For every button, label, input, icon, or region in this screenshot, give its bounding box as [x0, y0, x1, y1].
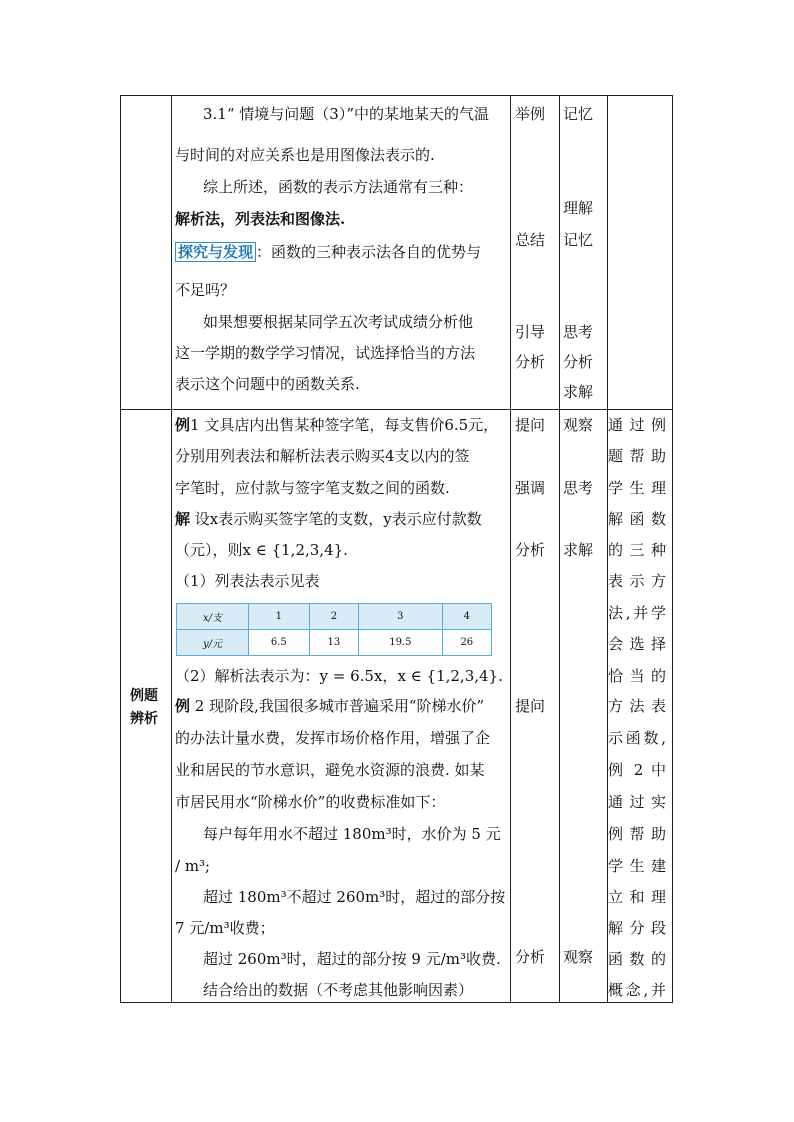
- ex-line: （2）解析法表示为：y = 6.5x，x ∈ {1,2,3,4}.: [175, 667, 503, 685]
- ex-line: 业和居民的节水意识，避免水资源的浪费. 如某: [175, 761, 485, 779]
- student-act: 记忆: [563, 231, 594, 249]
- top-line-7: 如果想要根据某同学五次考试成绩分析他: [203, 313, 474, 331]
- table-cell: 4: [442, 604, 491, 630]
- goal-line: 概念,并: [608, 981, 666, 999]
- ex-line: 超过 180m³不超过 260m³时，超过的部分按: [203, 888, 506, 906]
- goal-line: 通过例: [608, 416, 666, 434]
- top-line-2: 与时间的对应关系也是用图像法表示的.: [175, 146, 435, 164]
- goal-line: 通过实: [608, 793, 666, 811]
- teacher-act: 分析: [515, 948, 546, 966]
- goal-line: 立和理: [608, 888, 666, 906]
- student-act: 求解: [563, 541, 594, 559]
- table-cell: 13: [309, 630, 358, 656]
- top-line-1: 3.1“ 情境与问题（3）”中的某地某天的气温: [203, 105, 490, 123]
- ex-line: 超过 260m³时，超过的部分按 9 元/m³收费.: [203, 950, 501, 968]
- table-cell: x/支: [177, 604, 249, 630]
- ex-line: 分别用列表法和解析法表示购买4支以内的签: [175, 447, 470, 465]
- goal-line: 学生建: [608, 857, 666, 875]
- top-line-9: 表示这个问题中的函数关系.: [175, 375, 360, 393]
- top-line-6: 不足吗？: [175, 281, 236, 299]
- goal-line: 的三种: [608, 541, 666, 559]
- section-label: 例题: [130, 688, 158, 704]
- ex-line: 例1 文具店内出售某种签字笔，每支售价6.5元，: [175, 416, 499, 434]
- ex-line: 例 2 现阶段,我国很多城市普遍采用“阶梯水价”: [175, 697, 485, 715]
- table-cell: 19.5: [359, 630, 443, 656]
- teacher-act: 分析: [515, 353, 546, 371]
- goal-line: 解分段: [608, 919, 666, 937]
- ex-line: / m³;: [175, 857, 211, 875]
- table-cell: 2: [309, 604, 358, 630]
- teacher-act: 强调: [515, 479, 546, 497]
- table-cell: 6.5: [248, 630, 309, 656]
- student-act: 理解: [563, 199, 594, 217]
- student-act: 求解: [563, 383, 594, 401]
- student-act: 观察: [563, 948, 594, 966]
- goal-line: 恰当的: [608, 667, 666, 685]
- goal-line: 学生理: [608, 479, 666, 497]
- teacher-act: 举例: [515, 105, 546, 123]
- student-act: 思考: [563, 479, 594, 497]
- ex-line: 结合给出的数据（不考虑其他影响因素）: [203, 981, 474, 999]
- ex-line: 7 元/m³收费；: [175, 919, 275, 937]
- goal-line: 表示方: [608, 572, 666, 590]
- ex-line: （1）列表法表示见表: [175, 572, 320, 590]
- table-cell: 26: [442, 630, 491, 656]
- goal-line: 例 2 中: [608, 761, 666, 779]
- ex-line: 的办法计量水费，发挥市场价格作用，增强了企: [175, 729, 491, 747]
- top-line-3: 综上所述，函数的表示方法通常有三种：: [203, 178, 474, 196]
- ex-line: 解 设x表示购买签字笔的支数，y表示应付款数: [175, 510, 482, 528]
- goal-line: 解函数: [608, 510, 666, 528]
- goal-line: 示函数,: [608, 729, 666, 747]
- top-line-5: 探究与发现 ：函数的三种表示法各自的优势与: [175, 242, 481, 262]
- ex-line: 字笔时，应付款与签字笔支数之间的函数.: [175, 479, 450, 497]
- goal-line: 函数的: [608, 950, 666, 968]
- teacher-act: 分析: [515, 541, 546, 559]
- teacher-act: 提问: [515, 416, 546, 434]
- value-table: [176, 603, 492, 656]
- table-cell: y/元: [177, 630, 249, 656]
- top-line-8: 这一学期的数学学习情况，试选择恰当的方法: [175, 344, 476, 362]
- goal-line: 会选择: [608, 635, 666, 653]
- table-cell: 3: [359, 604, 443, 630]
- ex-line: 每户每年用水不超过 180m³时，水价为 5 元: [203, 825, 501, 843]
- student-act: 分析: [563, 353, 594, 371]
- goal-line: 法,并学: [608, 604, 666, 622]
- table-cell: 1: [248, 604, 309, 630]
- section-label: 辨析: [130, 711, 158, 727]
- teacher-act: 引导: [515, 323, 546, 341]
- top-line-4: 解析法，列表法和图像法.: [175, 210, 346, 228]
- goal-line: 题帮助: [608, 447, 666, 465]
- explore-badge: 探究与发现: [175, 242, 256, 262]
- goal-line: 方法表: [608, 697, 666, 715]
- ex-line: （元），则x ∈ {1,2,3,4}.: [175, 541, 348, 559]
- teacher-act: 提问: [515, 697, 546, 715]
- goal-line: 例帮助: [608, 825, 666, 843]
- student-act: 观察: [563, 416, 594, 434]
- ex-line: 市居民用水“阶梯水价”的收费标准如下：: [175, 793, 446, 811]
- student-act: 思考: [563, 323, 594, 341]
- teacher-act: 总结: [515, 231, 546, 249]
- student-act: 记忆: [563, 105, 594, 123]
